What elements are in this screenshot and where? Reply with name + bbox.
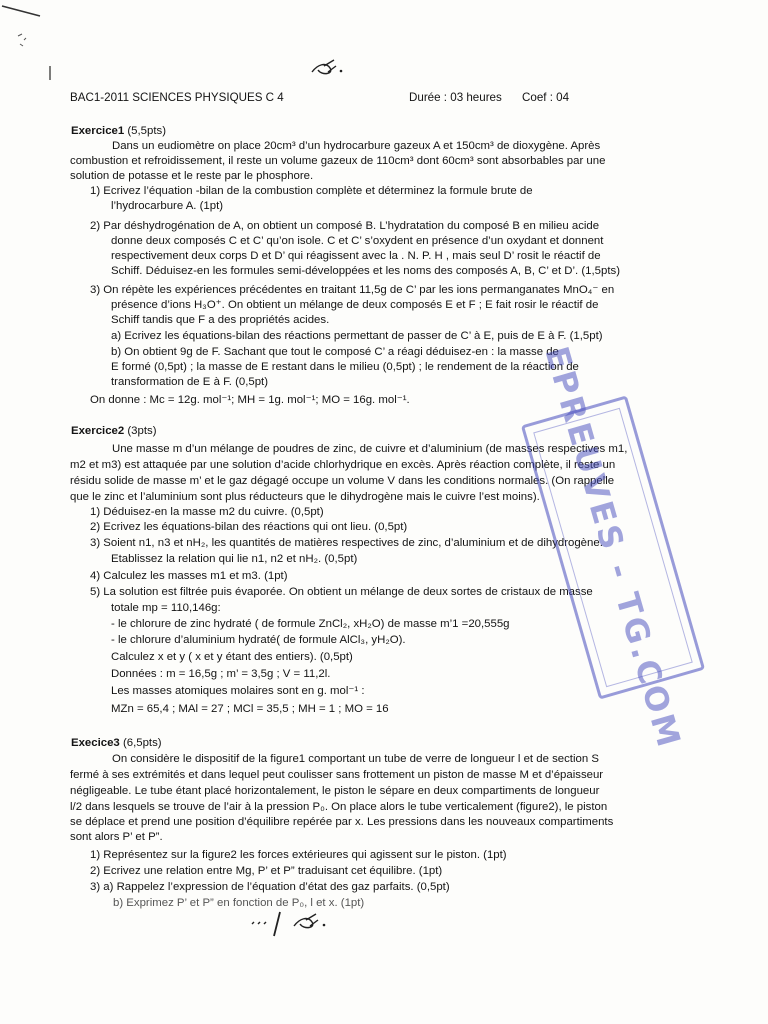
ex1-line: présence d’ions H₃O⁺. On obtient un mélange de deux composés E et F ; E fait rosir le réactif de (111, 299, 599, 311)
ex2-line: 2) Ecrivez les équations-bilan des réactions qui ont lieu. (0,5pt) (90, 521, 408, 533)
ex2-line: - le chlorure de zinc hydraté ( de formule ZnCl₂, xH₂O) de masse m’1 =20,555g (111, 618, 510, 630)
ex1-given-data: On donne : Mc = 12g. mol⁻¹; MH = 1g. mol⁻¹; MO = 16g. mol⁻¹. (90, 394, 410, 406)
ex2-line: 3) Soient n1, n3 et nH₂, les quantités de matières respectives de zinc, d’aluminium et de dihydrogène. (90, 537, 603, 549)
ex3-line: fermé à ses extrémités et dans lequel peut coulisser sans frottement un piston de masse M et d’épaisseur (70, 769, 604, 781)
ex2-line: m2 et m3) est attaquée par une solution d’acide chlorhydrique en excès. Après réaction complète, il reste un (70, 459, 616, 471)
ex2-line: 4) Calculez les masses m1 et m3. (1pt) (90, 570, 288, 582)
ex1-line: 2) Par déshydrogénation de A, on obtient un composé B. L’hydratation du composé B en milieu acide (90, 220, 600, 232)
ex2-line: totale mp = 110,146g: (111, 602, 221, 614)
exercise2-heading (71, 424, 157, 438)
ex1-line: l’hydrocarbure A. (1pt) (111, 200, 224, 212)
ex3-line: sont alors P’ et P”. (70, 831, 163, 843)
ex3-line: 3) a) Rappelez l’expression de l’équation d’état des gaz parfaits. (0,5pt) (90, 881, 450, 893)
ex1-line: solution de potasse et le reste par le phosphore. (70, 170, 314, 182)
ex3-line: On considère le dispositif de la figure1 comportant un tube de verre de longueur l et de section S (112, 753, 599, 765)
ex3-line: négligeable. Le tube étant placé horizontalement, le piston le sépare en deux compartiments de longueur (70, 785, 600, 797)
ex2-line: que le zinc et l’aluminium sont plus réducteurs que le dihydrogène mais le cuivre l’est moins). (70, 491, 540, 503)
ex1-line: Schiff tandis que F a des propriétés acides. (111, 314, 330, 326)
ex2-line: Une masse m d’un mélange de poudres de zinc, de cuivre et d’aluminium (de masses respectives m1, (112, 443, 628, 455)
ex1-line: transformation de E à F. (0,5pt) (111, 376, 269, 388)
exercise2-title: Exercice2 (71, 425, 125, 437)
exam-duration: Durée : 03 heures (409, 91, 502, 104)
exercise3-points: (6,5pts) (122, 737, 162, 749)
ex2-line: Calculez x et y ( x et y étant des entiers). (0,5pt) (111, 651, 353, 663)
ex1-line: a) Ecrivez les équations-bilan des réactions permettant de passer de C’ à E, puis de E à F. (1,5pt) (111, 330, 603, 342)
exercise3-title: Execice3 (71, 737, 120, 749)
ex1-line: E formé (0,5pt) ; la masse de E restant dans le milieu (0,5pt) ; le rendement de la réaction de (111, 361, 579, 373)
exercise2-points: (3pts) (127, 425, 157, 437)
stamp-text: EPREUVES - TG.COM (537, 341, 689, 754)
exam-title: BAC1-2011 SCIENCES PHYSIQUES C 4 (70, 91, 284, 104)
ex1-line: combustion et refroidissement, il reste un volume gazeux de 110cm³ dont 60cm³ sont absorbables par une (70, 155, 606, 167)
handwritten-mark-top (308, 58, 348, 80)
ex3-line: 1) Représentez sur la figure2 les forces extérieures qui agissent sur le piston. (1pt) (90, 849, 507, 861)
exam-coefficient: Coef : 04 (522, 91, 570, 104)
ex3-line: l/2 dans lesquels se trouve de l’air à la pression P₀. On place alors le tube verticalement (figure2), le piston (70, 801, 608, 813)
ex1-line: Dans un eudiomètre on place 20cm³ d’un hydrocarbure gazeux A et 150cm³ de dioxygène. Après (112, 140, 601, 152)
ex3-line: 2) Ecrivez une relation entre Mg, P’ et P” traduisant cet équilibre. (1pt) (90, 865, 443, 877)
ex1-line: Schiff. Déduisez-en les formules semi-développées et les noms des composés A, B, C’ et D’. (1,5pts) (111, 265, 621, 277)
ex2-atomic-masses: MZn = 65,4 ; MAl = 27 ; MCl = 35,5 ; MH = 1 ; MO = 16 (111, 703, 389, 715)
ex2-line: résidu solide de masse m’ et le gaz dégagé occupe un volume V dans les conditions normales. (On rappelle (70, 475, 615, 487)
ex2-line: 5) La solution est filtrée puis évaporée. On obtient un mélange de deux sortes de cristaux de masse (90, 586, 593, 598)
ex2-line: Données : m = 16,5g ; m’ = 3,5g ; V = 11,2l. (111, 668, 331, 680)
ex2-line: - le chlorure d’aluminium hydraté( de formule AlCl₃, yH₂O). (111, 634, 406, 646)
corner-scan-mark (0, 0, 60, 90)
ex3-line: se déplace et prend une position d’équilibre repérée par x. Les pressions dans les nouveaux compartiments (70, 816, 614, 828)
ex2-line: 1) Déduisez-en la masse m2 du cuivre. (0,5pt) (90, 506, 324, 518)
ex1-line: respectivement deux corps D et D’ qui réagissent avec la . N. P. H , mais seul D’ rosit le réactif de (111, 250, 601, 262)
handwritten-mark-bottom (248, 908, 338, 942)
ex3-line: b) Exprimez P’ et P” en fonction de P₀, l et x. (1pt) (113, 897, 365, 909)
ex1-line: 1) Ecrivez l’équation -bilan de la combustion complète et déterminez la formule brute de (90, 185, 533, 197)
ex2-line: Les masses atomiques molaires sont en g. mol⁻¹ : (111, 685, 365, 697)
ex2-line: Etablissez la relation qui lie n1, n2 et nH₂. (0,5pt) (111, 553, 358, 565)
ex1-line: donne deux composés C et C’ qu’on isole. C et C’ s’oxydent en présence d’un oxydant et donnent (111, 235, 604, 247)
exercise3-heading (71, 736, 162, 750)
exercise1-heading (71, 124, 166, 138)
exercise1-points: (5,5pts) (127, 125, 167, 137)
exercise1-title: Exercice1 (71, 125, 125, 137)
ex1-line: 3) On répète les expériences précédentes en traitant 11,5g de C’ par les ions permanganates MnO₄⁻ en (90, 284, 615, 296)
ex1-line: b) On obtient 9g de F. Sachant que tout le composé C’ a réagi déduisez-en : la masse de (111, 346, 559, 358)
